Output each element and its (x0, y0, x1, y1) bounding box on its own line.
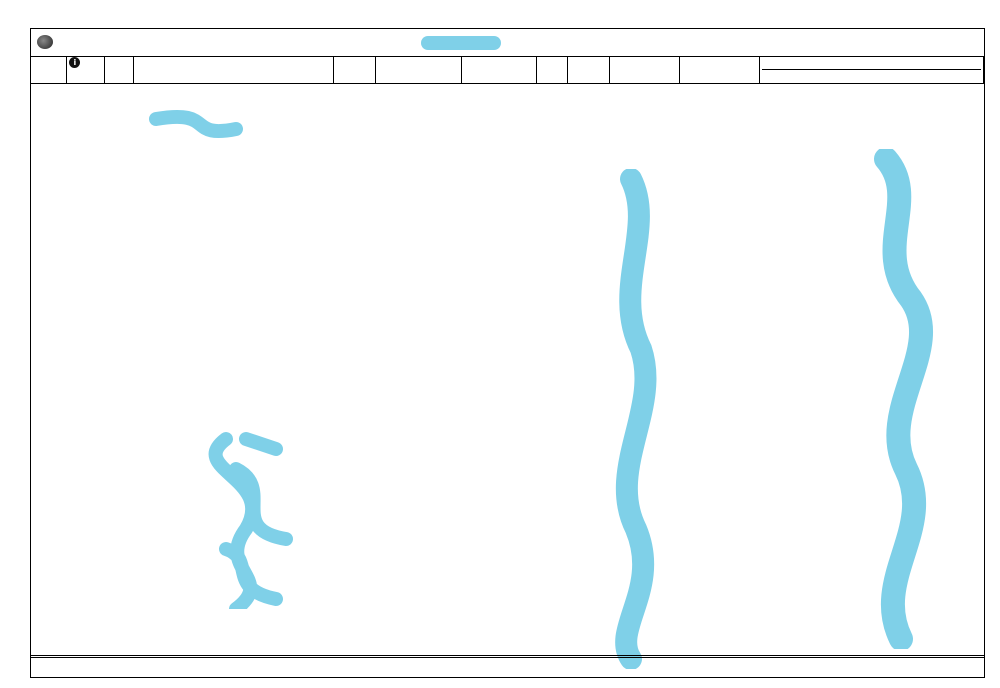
redaction-scribble-gantt (851, 149, 961, 649)
col-predecessors[interactable] (537, 57, 568, 84)
table-header (31, 57, 984, 84)
logo-icon (37, 35, 53, 49)
scribble-path (156, 117, 286, 609)
col-name[interactable] (134, 57, 333, 84)
page-title (421, 32, 503, 51)
scribble-path (886, 159, 921, 639)
page-footer (31, 655, 984, 677)
col-resources[interactable] (609, 57, 679, 84)
col-percent[interactable] (568, 57, 610, 84)
col-id[interactable] (31, 57, 67, 84)
col-baseline-finish[interactable] (679, 57, 759, 84)
gantt-page (30, 28, 985, 678)
col-start[interactable] (375, 57, 462, 84)
page-header (31, 29, 984, 57)
info-icon: i (69, 57, 80, 68)
col-finish[interactable] (462, 57, 537, 84)
company-logo (37, 35, 61, 49)
gantt-table (31, 57, 984, 84)
timeline-bottom-scale (762, 70, 981, 83)
redaction-scribble-names (126, 109, 316, 609)
scribble-path (626, 179, 645, 659)
col-indicator[interactable] (67, 57, 105, 84)
redaction-mark (421, 36, 501, 50)
col-duration[interactable] (333, 57, 375, 84)
timeline-header (759, 57, 983, 84)
timeline-top-scale (762, 57, 981, 70)
col-mode[interactable] (105, 57, 134, 84)
redaction-scribble-resources (601, 169, 671, 669)
